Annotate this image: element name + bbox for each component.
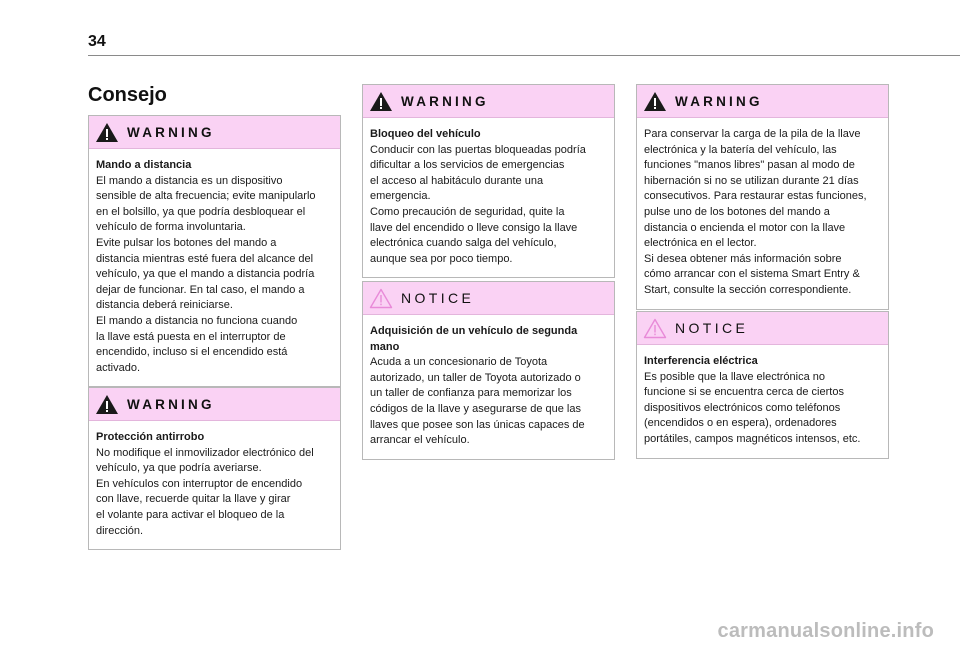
notice-header <box>637 312 888 345</box>
body-line: portátiles, campos magnéticos intensos, etc. <box>644 432 861 445</box>
body-line: electrónica y la batería del vehículo, las <box>644 143 837 156</box>
warning-body <box>89 421 340 549</box>
warning-triangle-icon <box>369 91 393 112</box>
warning-header <box>89 116 340 149</box>
body-line: sensible de alta frecuencia; evite manipularlo <box>96 190 316 203</box>
notice-triangle-icon <box>369 288 393 309</box>
box-subtitle: mano <box>370 340 400 353</box>
body-line: distancia o encienda el motor con la llave <box>644 221 846 234</box>
box-subtitle: Interferencia eléctrica <box>644 355 758 367</box>
warning-box-antitheft <box>88 387 341 550</box>
body-line: Es posible que la llave electrónica no <box>644 370 826 383</box>
body-line: pulse uno de los botones del mando a <box>644 205 830 218</box>
box-subtitle: Bloqueo del vehículo <box>370 128 481 140</box>
header-rule <box>88 55 960 56</box>
body-line: en el bolsillo, ya que podría desbloquear el <box>96 205 306 218</box>
body-line: Para conservar la carga de la pila de la llave <box>644 128 861 140</box>
warning-header <box>363 85 614 118</box>
warning-box-lock <box>362 84 615 278</box>
body-line: el acceso al habitáculo durante una <box>370 174 544 187</box>
warning-body <box>89 149 340 386</box>
body-line: distancia deberá reiniciarse. <box>96 299 233 312</box>
body-line: No modifique el inmovilizador electrónico del <box>96 446 314 459</box>
body-line: arrancar el vehículo. <box>370 434 470 447</box>
body-line: consecutivos. Para restaurar estas funciones, <box>644 190 867 203</box>
body-line: un taller de confianza para memorizar los <box>370 387 572 400</box>
body-line: distancia mientras esté fuera del alcance del <box>96 252 314 265</box>
section-heading: Consejo <box>88 84 167 106</box>
body-line: hibernación si no se utilizan durante 21 días <box>644 174 859 187</box>
body-line: funciones "manos libres" pasan al modo de <box>644 159 855 172</box>
body-line: El mando a distancia es un dispositivo <box>96 174 283 187</box>
warning-label: WARNING <box>127 125 215 140</box>
body-line: aunque sea por poco tiempo. <box>370 252 513 265</box>
body-line: la llave está puesta en el interruptor de <box>96 330 286 343</box>
body-line: códigos de la llave y asegurarse de que las <box>370 402 581 415</box>
body-line: Evite pulsar los botones del mando a <box>96 236 277 249</box>
warning-label: WARNING <box>675 94 763 109</box>
body-line: emergencia. <box>370 190 431 203</box>
warning-body <box>637 118 888 309</box>
body-line: vehículo de forma involuntaria. <box>96 221 246 234</box>
body-line: activado. <box>96 361 141 374</box>
notice-body <box>637 345 888 458</box>
box-subtitle: Mando a distancia <box>96 159 192 171</box>
notice-header <box>363 282 614 315</box>
body-line: electrónica en el lector. <box>644 237 757 250</box>
body-line: Start, consulte la sección correspondiente. <box>644 283 852 296</box>
body-line: Acuda a un concesionario de Toyota <box>370 356 548 369</box>
body-line: dejar de funcionar. En tal caso, el mando a <box>96 283 305 296</box>
body-line: llaves que posee son las únicas capaces de <box>370 418 585 431</box>
body-line: Como precaución de seguridad, quite la <box>370 205 565 218</box>
notice-box-interference <box>636 311 889 459</box>
warning-label: WARNING <box>127 397 215 412</box>
body-line: llave del encendido o lleve consigo la llave <box>370 221 578 234</box>
body-line: dificultar a los servicios de emergencias <box>370 159 565 172</box>
body-line: Si desea obtener más información sobre <box>644 252 842 265</box>
body-line: El mando a distancia no funciona cuando <box>96 314 298 327</box>
body-line: electrónica cuando salga del vehículo, <box>370 237 557 250</box>
body-line: el volante para activar el bloqueo de la <box>96 508 285 521</box>
body-line: con llave, recuerde quitar la llave y girar <box>96 493 291 506</box>
notice-box-second-hand <box>362 281 615 460</box>
body-line: autorizado, un taller de Toyota autorizado o <box>370 371 581 384</box>
body-line: En vehículos con interruptor de encendido <box>96 477 303 490</box>
body-line: dirección. <box>96 524 144 537</box>
box-subtitle: Adquisición de un vehículo de segunda <box>370 325 578 337</box>
warning-triangle-icon <box>95 394 119 415</box>
warning-body <box>363 118 614 277</box>
body-line: dispositivos electrónicos como teléfonos <box>644 401 841 414</box>
body-line: (encendidos o en espera), ordenadores <box>644 417 837 430</box>
page-number: 34 <box>88 33 106 50</box>
warning-triangle-icon <box>643 91 667 112</box>
notice-body <box>363 315 614 459</box>
body-line: Conducir con las puertas bloqueadas podría <box>370 143 586 156</box>
warning-box-remote <box>88 115 341 387</box>
warning-label: WARNING <box>401 94 489 109</box>
box-subtitle: Protección antirrobo <box>96 431 205 443</box>
warning-header <box>89 388 340 421</box>
body-line: encendido, incluso si el encendido está <box>96 346 288 359</box>
notice-label: NOTICE <box>675 320 749 336</box>
body-line: cómo arrancar con el sistema Smart Entry & <box>644 268 860 281</box>
body-line: funcione si se encuentra cerca de ciertos <box>644 386 844 399</box>
warning-box-battery <box>636 84 889 310</box>
notice-triangle-icon <box>643 318 667 339</box>
body-line: vehículo, ya que podría averiarse. <box>96 462 262 475</box>
warning-triangle-icon <box>95 122 119 143</box>
body-line: vehículo, ya que el mando a distancia podría <box>96 268 315 281</box>
watermark: carmanualsonline.info <box>717 620 934 642</box>
notice-label: NOTICE <box>401 290 475 306</box>
warning-header <box>637 85 888 118</box>
